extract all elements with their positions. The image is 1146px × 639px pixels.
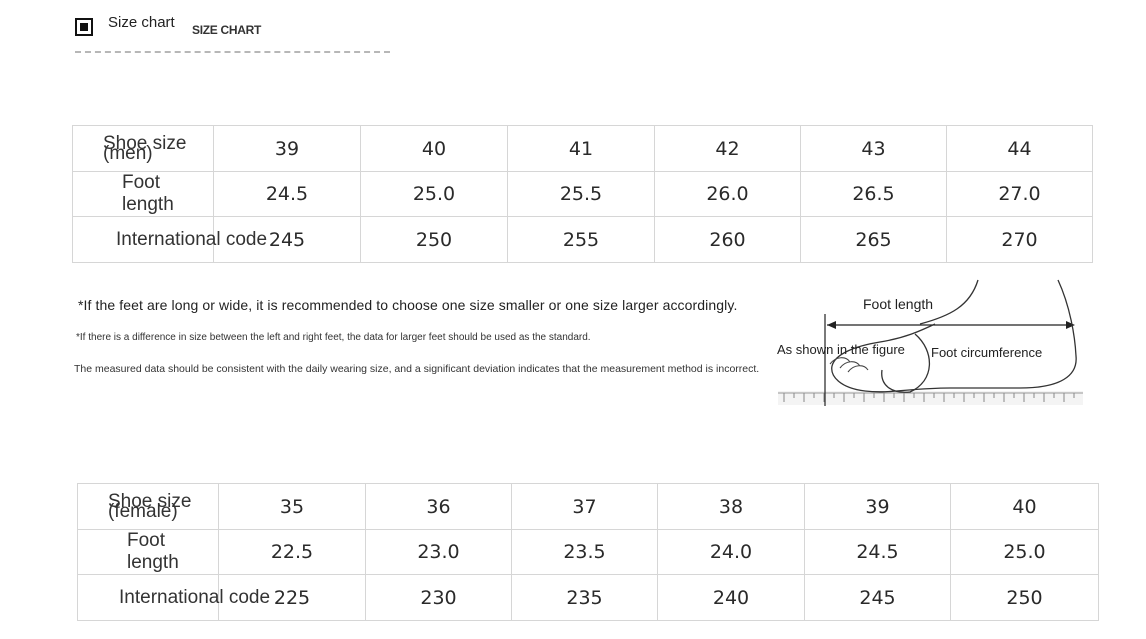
row-label: Foot length [78,530,219,575]
table-cell: 250 [951,575,1099,621]
table-cell: 25.0 [361,172,508,217]
size-cell: 37 [512,484,658,530]
men-header-label: Shoe size (men) [73,126,214,172]
table-cell: 25.5 [508,172,655,217]
table-cell: 23.5 [512,530,658,575]
row-label: International code [73,217,214,263]
table-cell: 24.0 [658,530,805,575]
men-size-table [72,125,1093,263]
table-cell: 260 [655,217,801,263]
size-cell: 38 [658,484,805,530]
table-cell: 265 [801,217,947,263]
table-cell: 270 [947,217,1093,263]
as-shown-label: As shown in the figure [777,342,905,357]
table-row [73,126,1093,172]
size-cell: 35 [219,484,366,530]
table-cell: 245 [214,217,361,263]
table-cell: 25.0 [951,530,1099,575]
size-cell: 39 [214,126,361,172]
table-cell: 27.0 [947,172,1093,217]
table-cell: 26.0 [655,172,801,217]
table-cell: 230 [366,575,512,621]
table-cell: 26.5 [801,172,947,217]
table-row [78,484,1099,530]
note-measurement: The measured data should be consistent with the daily wearing size, and a significant deviation indicates that the measurement method is incorrect. [74,363,760,375]
size-cell: 39 [805,484,951,530]
foot-length-label: Foot length [863,296,934,312]
table-cell: 24.5 [214,172,361,217]
table-cell: 225 [219,575,366,621]
table-cell: 255 [508,217,655,263]
women-size-table [77,483,1099,621]
size-cell: 41 [508,126,655,172]
header-divider [75,51,390,53]
table-row [78,530,1099,575]
size-cell: 42 [655,126,801,172]
page-subtitle: SIZE CHART [192,23,262,37]
table-row [78,575,1099,621]
table-cell: 23.0 [366,530,512,575]
table-cell: 245 [805,575,951,621]
size-cell: 43 [801,126,947,172]
table-cell: 235 [512,575,658,621]
note-size-advice: *If the feet are long or wide, it is recommended to choose one size smaller or one size larger accordingly. [78,297,738,313]
row-label: International code [78,575,219,621]
size-cell: 44 [947,126,1093,172]
table-cell: 22.5 [219,530,366,575]
size-chart-checkbox-icon [75,18,93,36]
row-label: Foot length [73,172,214,217]
table-cell: 24.5 [805,530,951,575]
size-cell: 36 [366,484,512,530]
table-cell: 250 [361,217,508,263]
note-left-right-feet: *If there is a difference in size between the left and right feet, the data for larger feet should be used as the standard. [76,332,591,343]
table-row [73,172,1093,217]
table-cell: 240 [658,575,805,621]
page-title: Size chart [108,14,175,31]
size-cell: 40 [951,484,1099,530]
size-cell: 40 [361,126,508,172]
women-header-label: Shoe size (female) [78,484,219,530]
foot-circumference-label: Foot circumference [931,345,1043,360]
table-row [73,217,1093,263]
